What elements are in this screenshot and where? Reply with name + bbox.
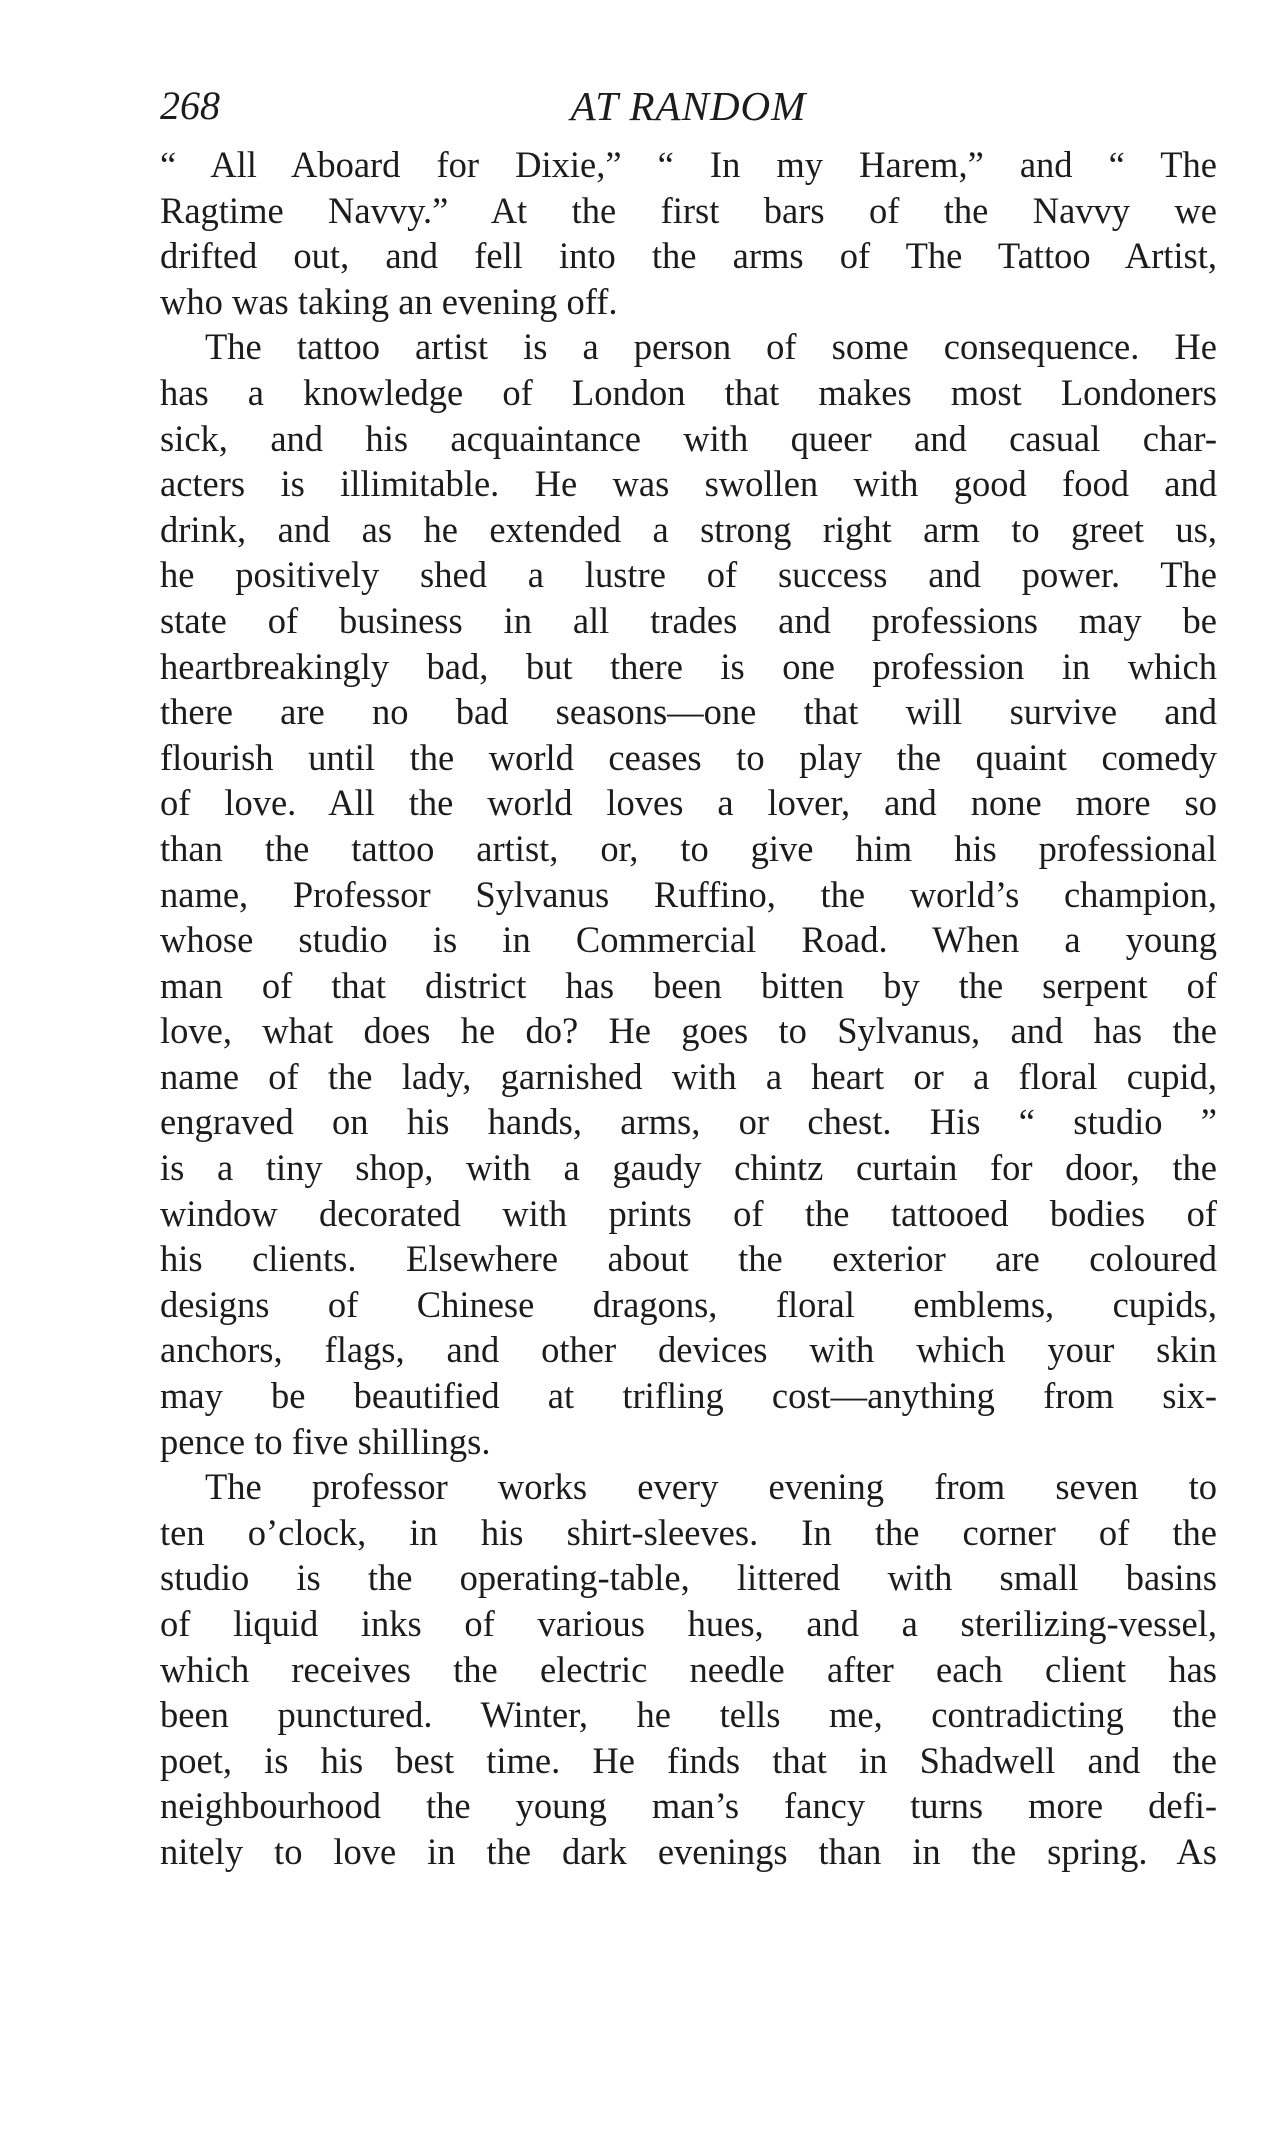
text-line: who was taking an evening off.: [160, 280, 618, 322]
text-line: man of that district has been bitten by the serpent of: [160, 964, 1217, 1006]
text-line: engraved on his hands, arms, or chest. His “ studio ”: [160, 1101, 1217, 1143]
text-line: studio is the operating-table, littered with small basins: [160, 1557, 1217, 1599]
text-line: flourish until the world ceases to play the quaint comedy: [160, 736, 1217, 778]
text-line: has a knowledge of London that makes most Londoners: [160, 371, 1217, 413]
running-head: [160, 76, 1217, 136]
text-line: Ragtime Navvy.” At the first bars of the Navvy we: [160, 189, 1217, 231]
text-line: nitely to love in the dark evenings than in the spring. As: [160, 1830, 1217, 1872]
text-line: name, Professor Sylvanus Ruffino, the world’s champion,: [160, 873, 1217, 915]
text-line: of liquid inks of various hues, and a sterilizing-vessel,: [160, 1603, 1217, 1644]
text-line: which receives the electric needle after each client has: [160, 1648, 1217, 1690]
text-line: been punctured. Winter, he tells me, contradicting the: [160, 1694, 1217, 1736]
text-line: sick, and his acquaintance with queer and casual char-: [160, 417, 1217, 459]
text-line: love, what does he do? He goes to Sylvanus, and has the: [160, 1010, 1217, 1052]
text-line: ten o’clock, in his shirt-sleeves. In the corner of the: [160, 1511, 1217, 1553]
text-line: drink, and as he extended a strong right arm to greet us,: [160, 508, 1217, 550]
text-line: there are no bad seasons—one that will survive and: [160, 691, 1217, 733]
text-line: “ All Aboard for Dixie,” “ In my Harem,” and “ The: [160, 144, 1217, 185]
text-line: state of business in all trades and professions may be: [160, 599, 1217, 641]
running-title: AT RANDOM: [570, 83, 807, 129]
text-line: poet, is his best time. He finds that in Shadwell and the: [160, 1739, 1217, 1781]
page-number: 268: [160, 83, 220, 128]
text-line: drifted out, and fell into the arms of The Tattoo Artist,: [160, 235, 1217, 277]
text-line: he positively shed a lustre of success and power. The: [160, 554, 1217, 596]
paragraph: [160, 324, 1217, 1464]
text-line: neighbourhood the young man’s fancy turns more defi-: [160, 1785, 1217, 1827]
text-line: whose studio is in Commercial Road. When a young: [160, 919, 1217, 961]
text-line: acters is illimitable. He was swollen with good food and: [160, 463, 1217, 505]
text-line: name of the lady, garnished with a heart or a floral cupid,: [160, 1055, 1217, 1097]
paragraph: [160, 1464, 1217, 1874]
text-line: The professor works every evening from seven to: [205, 1466, 1217, 1508]
text-line: is a tiny shop, with a gaudy chintz curtain for door, the: [160, 1147, 1217, 1189]
text-line: anchors, flags, and other devices with which your skin: [160, 1329, 1217, 1371]
text-line: heartbreakingly bad, but there is one profession in which: [160, 645, 1217, 687]
text-line: of love. All the world loves a lover, and none more so: [160, 782, 1217, 824]
text-line: his clients. Elsewhere about the exterior are coloured: [160, 1238, 1217, 1280]
text-line: than the tattoo artist, or, to give him his professional: [160, 827, 1217, 869]
body-text: [160, 142, 1217, 1875]
text-line: pence to five shillings.: [160, 1420, 491, 1462]
text-line: may be beautified at trifling cost—anything from six-: [160, 1375, 1217, 1417]
paragraph: [160, 142, 1217, 324]
text-line: The tattoo artist is a person of some consequence. He: [205, 326, 1217, 368]
text-line: window decorated with prints of the tattooed bodies of: [160, 1192, 1217, 1234]
book-page: [160, 76, 1217, 1875]
text-line: designs of Chinese dragons, floral emblems, cupids,: [160, 1283, 1217, 1325]
